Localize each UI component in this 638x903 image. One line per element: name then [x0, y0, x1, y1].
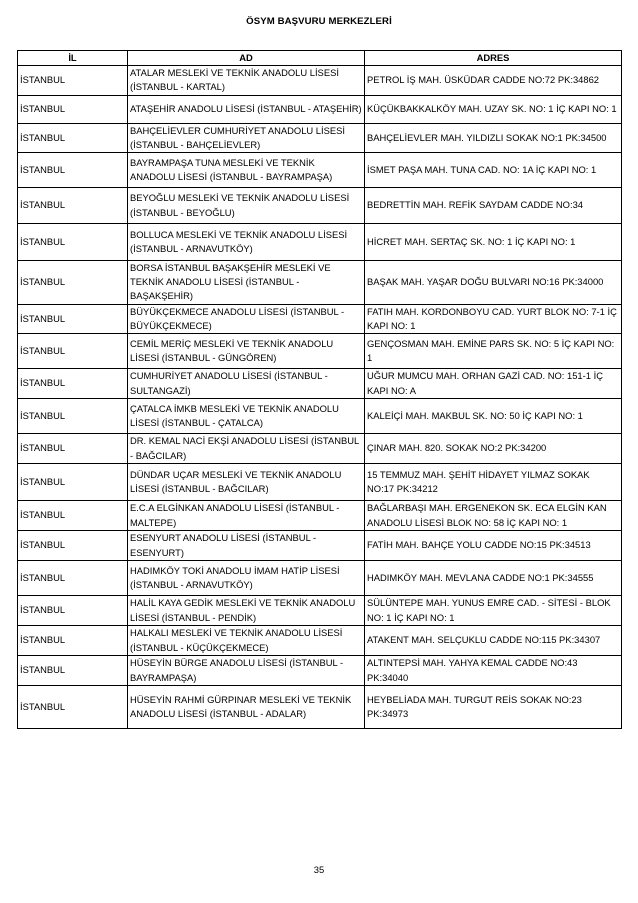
cell-ad: CEMİL MERİÇ MESLEKİ VE TEKNİK ANADOLU LİSESİ (İSTANBUL - GÜNGÖREN)	[128, 334, 365, 369]
cell-adres: HADIMKÖY MAH. MEVLANA CADDE NO:1 PK:34555	[365, 561, 622, 596]
table-body	[18, 66, 622, 729]
cell-il: İSTANBUL	[18, 501, 128, 531]
cell-il: İSTANBUL	[18, 224, 128, 261]
cell-ad: HALKALI MESLEKİ VE TEKNİK ANADOLU LİSESİ (İSTANBUL - KÜÇÜKÇEKMECE)	[128, 626, 365, 656]
cell-ad: HALİL KAYA GEDİK MESLEKİ VE TEKNİK ANADOLU LİSESİ (İSTANBUL - PENDİK)	[128, 596, 365, 626]
cell-il: İSTANBUL	[18, 334, 128, 369]
cell-ad: DÜNDAR UÇAR MESLEKİ VE TEKNİK ANADOLU LİSESİ (İSTANBUL - BAĞCILAR)	[128, 464, 365, 501]
cell-ad: HÜSEYİN BÜRGE ANADOLU LİSESİ (İSTANBUL - BAYRAMPAŞA)	[128, 656, 365, 686]
page-number: 35	[313, 864, 325, 875]
cell-adres: HİCRET MAH. SERTAÇ SK. NO: 1 İÇ KAPI NO: 1	[365, 224, 622, 261]
cell-ad: BÜYÜKÇEKMECE ANADOLU LİSESİ (İSTANBUL - BÜYÜKÇEKMECE)	[128, 304, 365, 333]
cell-ad: BAHÇELİEVLER CUMHURİYET ANADOLU LİSESİ (İSTANBUL - BAHÇELİEVLER)	[128, 123, 365, 152]
table-row	[18, 188, 622, 224]
cell-ad: ÇATALCA İMKB MESLEKİ VE TEKNİK ANADOLU LİSESİ (İSTANBUL - ÇATALCA)	[128, 399, 365, 434]
column-header-adres: ADRES	[365, 51, 622, 66]
table-row	[18, 399, 622, 434]
cell-adres: ATAKENT MAH. SELÇUKLU CADDE NO:115 PK:34307	[365, 626, 622, 656]
table-row	[18, 596, 622, 626]
cell-ad: ATAŞEHİR ANADOLU LİSESİ (İSTANBUL - ATAŞEHİR)	[128, 95, 365, 123]
table-row	[18, 261, 622, 305]
table-row	[18, 369, 622, 399]
cell-il: İSTANBUL	[18, 153, 128, 188]
cell-ad: BORSA İSTANBUL BAŞAKŞEHİR MESLEKİ VE TEKNİK ANADOLU LİSESİ (İSTANBUL - BAŞAKŞEHİR)	[128, 261, 365, 305]
cell-il: İSTANBUL	[18, 188, 128, 224]
cell-ad: HADIMKÖY TOKİ ANADOLU İMAM HATİP LİSESİ (İSTANBUL - ARNAVUTKÖY)	[128, 561, 365, 596]
cell-il: İSTANBUL	[18, 464, 128, 501]
table-row	[18, 304, 622, 333]
cell-adres: SÜLÜNTEPE MAH. YUNUS EMRE CAD. - SİTESİ - BLOK NO: 1 İÇ KAPI NO: 1	[365, 596, 622, 626]
table-row	[18, 95, 622, 123]
cell-il: İSTANBUL	[18, 531, 128, 561]
cell-adres: KALEİÇİ MAH. MAKBUL SK. NO: 50 İÇ KAPI NO: 1	[365, 399, 622, 434]
cell-adres: BAĞLARBAŞI MAH. ERGENEKON SK. ECA ELGİN KAN ANADOLU LİSESİ BLOK NO: 58 İÇ KAPI NO: 1	[365, 501, 622, 531]
cell-ad: BOLLUCA MESLEKİ VE TEKNİK ANADOLU LİSESİ (İSTANBUL - ARNAVUTKÖY)	[128, 224, 365, 261]
cell-il: İSTANBUL	[18, 261, 128, 305]
cell-ad: HÜSEYİN RAHMİ GÜRPINAR MESLEKİ VE TEKNİK ANADOLU LİSESİ (İSTANBUL - ADALAR)	[128, 686, 365, 729]
table-row	[18, 123, 622, 152]
cell-adres: BAŞAK MAH. YAŞAR DOĞU BULVARI NO:16 PK:34000	[365, 261, 622, 305]
cell-ad: DR. KEMAL NACİ EKŞİ ANADOLU LİSESİ (İSTANBUL - BAĞCILAR)	[128, 434, 365, 464]
cell-il: İSTANBUL	[18, 561, 128, 596]
cell-il: İSTANBUL	[18, 123, 128, 152]
cell-adres: ÇINAR MAH. 820. SOKAK NO:2 PK:34200	[365, 434, 622, 464]
table-row	[18, 501, 622, 531]
cell-il: İSTANBUL	[18, 399, 128, 434]
table-row	[18, 224, 622, 261]
table-row	[18, 561, 622, 596]
cell-il: İSTANBUL	[18, 626, 128, 656]
cell-il: İSTANBUL	[18, 434, 128, 464]
cell-adres: GENÇOSMAN MAH. EMİNE PARS SK. NO: 5 İÇ KAPI NO: 1	[365, 334, 622, 369]
cell-il: İSTANBUL	[18, 656, 128, 686]
table-row	[18, 334, 622, 369]
cell-adres: ALTINTEPSİ MAH. YAHYA KEMAL CADDE NO:43 PK:34040	[365, 656, 622, 686]
cell-il: İSTANBUL	[18, 95, 128, 123]
cell-il: İSTANBUL	[18, 686, 128, 729]
cell-ad: ATALAR MESLEKİ VE TEKNİK ANADOLU LİSESİ (İSTANBUL - KARTAL)	[128, 66, 365, 95]
table-row	[18, 153, 622, 188]
cell-adres: 15 TEMMUZ MAH. ŞEHİT HİDAYET YILMAZ SOKAK NO:17 PK:34212	[365, 464, 622, 501]
cell-ad: BAYRAMPAŞA TUNA MESLEKİ VE TEKNİK ANADOLU LİSESİ (İSTANBUL - BAYRAMPAŞA)	[128, 153, 365, 188]
column-header-il: İL	[18, 51, 128, 66]
table-header-row	[18, 51, 622, 66]
table-row	[18, 434, 622, 464]
column-header-ad: AD	[128, 51, 365, 66]
page-title: ÖSYM BAŞVURU MERKEZLERİ	[246, 16, 392, 27]
cell-adres: HEYBELİADA MAH. TURGUT REİS SOKAK NO:23 PK:34973	[365, 686, 622, 729]
cell-adres: KÜÇÜKBAKKALKÖY MAH. UZAY SK. NO: 1 İÇ KAPI NO: 1	[365, 95, 622, 123]
table-row	[18, 656, 622, 686]
cell-ad: BEYOĞLU MESLEKİ VE TEKNİK ANADOLU LİSESİ (İSTANBUL - BEYOĞLU)	[128, 188, 365, 224]
table-row	[18, 626, 622, 656]
cell-adres: PETROL İŞ MAH. ÜSKÜDAR CADDE NO:72 PK:34862	[365, 66, 622, 95]
cell-ad: CUMHURİYET ANADOLU LİSESİ (İSTANBUL - SULTANGAZİ)	[128, 369, 365, 399]
cell-adres: BEDRETTİN MAH. REFİK SAYDAM CADDE NO:34	[365, 188, 622, 224]
cell-ad: ESENYURT ANADOLU LİSESİ (İSTANBUL - ESENYURT)	[128, 531, 365, 561]
application-centers-table	[17, 50, 622, 729]
table-row	[18, 531, 622, 561]
cell-adres: BAHÇELİEVLER MAH. YILDIZLI SOKAK NO:1 PK:34500	[365, 123, 622, 152]
cell-il: İSTANBUL	[18, 66, 128, 95]
cell-adres: FATİH MAH. BAHÇE YOLU CADDE NO:15 PK:34513	[365, 531, 622, 561]
cell-adres: İSMET PAŞA MAH. TUNA CAD. NO: 1A İÇ KAPI NO: 1	[365, 153, 622, 188]
cell-il: İSTANBUL	[18, 596, 128, 626]
cell-adres: FATIH MAH. KORDONBOYU CAD. YURT BLOK NO: 7-1 İÇ KAPI NO: 1	[365, 304, 622, 333]
cell-ad: E.C.A ELGİNKAN ANADOLU LİSESİ (İSTANBUL - MALTEPE)	[128, 501, 365, 531]
cell-adres: UĞUR MUMCU MAH. ORHAN GAZİ CAD. NO: 151-1 İÇ KAPI NO: A	[365, 369, 622, 399]
cell-il: İSTANBUL	[18, 304, 128, 333]
table-row	[18, 686, 622, 729]
cell-il: İSTANBUL	[18, 369, 128, 399]
table-row	[18, 464, 622, 501]
table-row	[18, 66, 622, 95]
